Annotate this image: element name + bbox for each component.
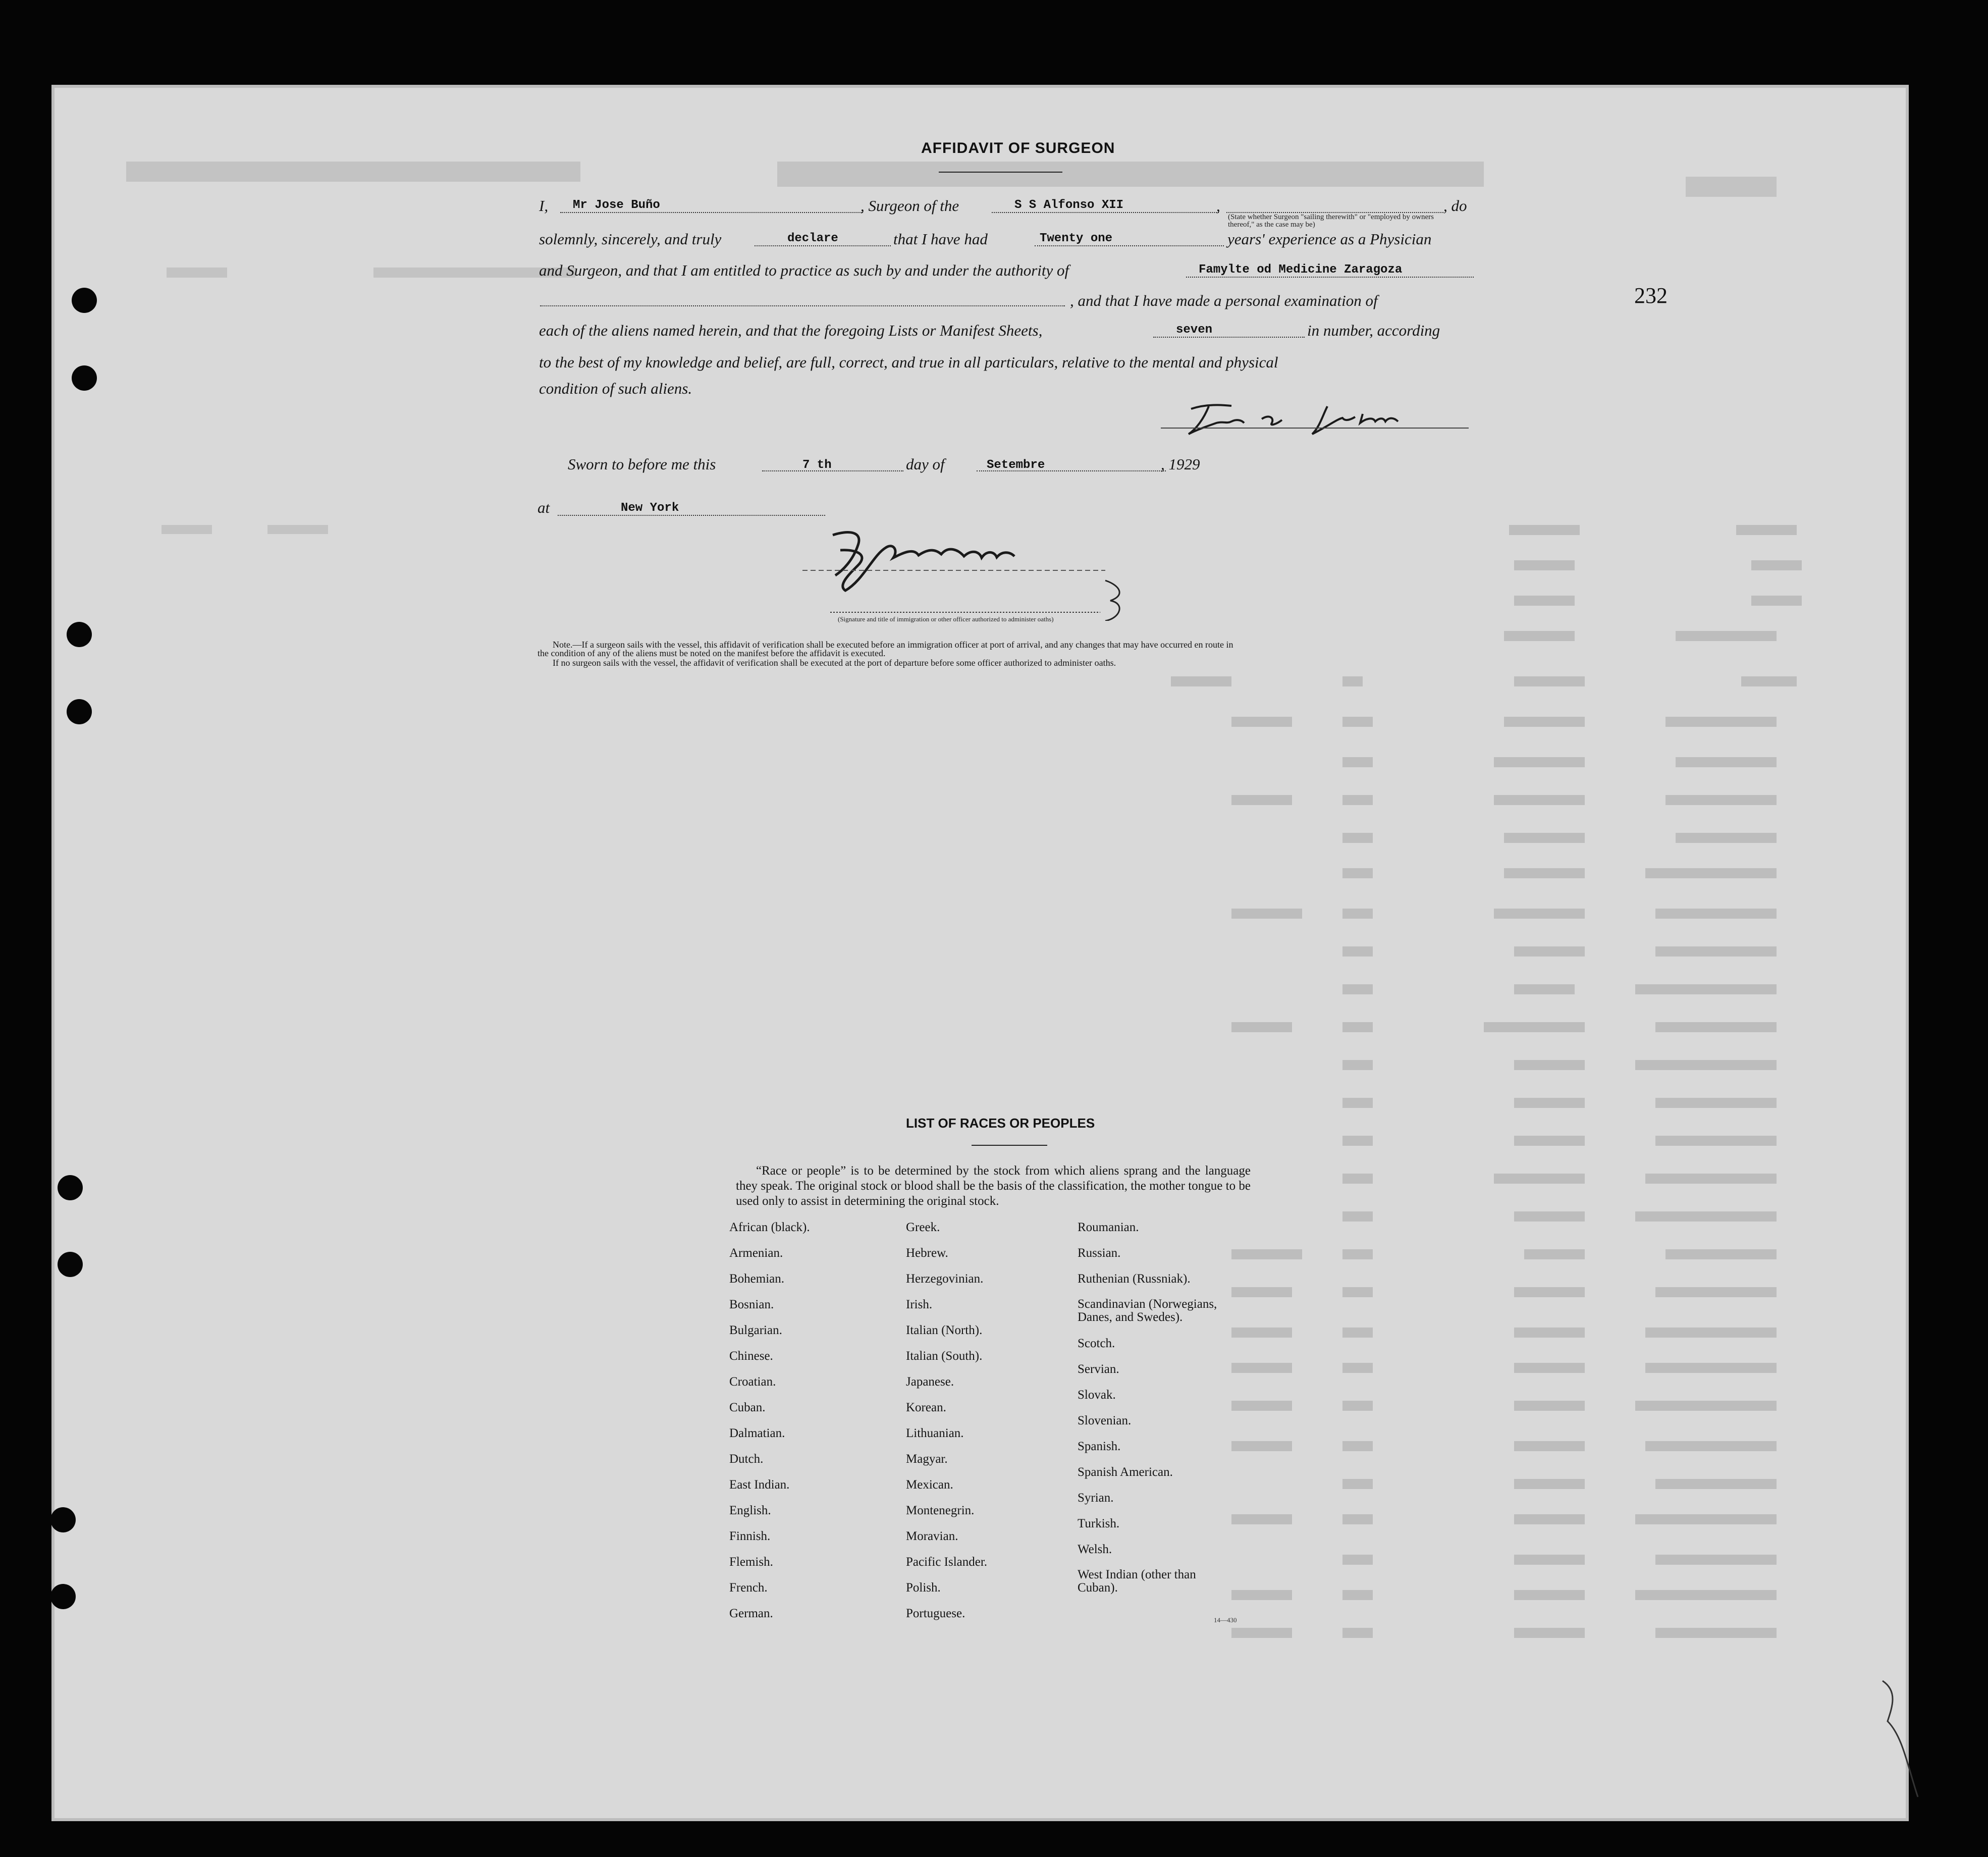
race-item: Irish. <box>906 1298 933 1311</box>
officer-caption: (Signature and title of immigration or other officer authorized to administer oaths) <box>838 615 1054 623</box>
officer-signature <box>797 520 1141 621</box>
race-item: Italian (North). <box>906 1323 983 1337</box>
race-item: Moravian. <box>906 1529 958 1543</box>
race-item: Spanish. <box>1078 1440 1121 1453</box>
line-2a: solemnly, sincerely, and truly <box>539 230 722 248</box>
note-line-3: If no surgeon sails with the vessel, the affidavit of verification shall be executed at the port of departure before some officer authorized to administer oaths. <box>553 658 1116 668</box>
surgeon-name-line <box>560 212 863 213</box>
race-item: Armenian. <box>729 1246 783 1260</box>
race-item: Korean. <box>906 1401 946 1414</box>
race-item: Herzegovinian. <box>906 1272 984 1286</box>
race-item: Portuguese. <box>906 1607 965 1620</box>
line-5a: each of the aliens named herein, and that the foregoing Lists or Manifest Sheets, <box>539 322 1043 339</box>
race-item: Magyar. <box>906 1452 948 1466</box>
sheets-line <box>1153 337 1305 338</box>
race-item: Dalmatian. <box>729 1426 785 1440</box>
day: 7 th <box>802 458 832 472</box>
vessel-line <box>992 212 1219 213</box>
race-item: Finnish. <box>729 1529 771 1543</box>
race-item: Scotch. <box>1078 1337 1115 1350</box>
race-item: Lithuanian. <box>906 1426 964 1440</box>
race-item: Japanese. <box>906 1375 954 1389</box>
comma: , <box>1216 197 1220 215</box>
race-item: Spanish American. <box>1078 1465 1173 1479</box>
binder-hole <box>72 365 97 391</box>
place-line <box>558 515 825 516</box>
race-item: Turkish. <box>1078 1517 1120 1530</box>
races-intro: “Race or people” is to be determined by the stock from which aliens sprang and the language they speak. The original stock or blood shall be the basis of the classification, the mother tongue to be used only to assist in determining the original stock. <box>736 1164 1251 1208</box>
race-item: Flemish. <box>729 1555 773 1569</box>
verb-line <box>755 245 891 246</box>
race-item: Welsh. <box>1078 1543 1112 1556</box>
race-item: West Indian (other than Cuban). <box>1078 1568 1196 1595</box>
vessel-note: (State whether Surgeon "sailing therewith" or "employed by owners thereof," as the case may be) <box>1228 213 1434 229</box>
race-item: Pacific Islander. <box>906 1555 988 1569</box>
sworn-label: Sworn to before me this <box>568 455 716 473</box>
line-5b: in number, according <box>1307 322 1440 339</box>
binder-hole <box>50 1584 76 1609</box>
race-item: Montenegrin. <box>906 1504 975 1517</box>
line-7: condition of such aliens. <box>539 380 692 397</box>
bleed-through-texture <box>121 151 1888 1666</box>
binder-hole <box>58 1252 83 1277</box>
day-line <box>762 470 903 471</box>
race-item: Cuban. <box>729 1401 766 1414</box>
race-item: Polish. <box>906 1581 941 1595</box>
line-2b: that I have had <box>893 230 988 248</box>
affidavit-i-label: I, <box>539 197 549 215</box>
line-2c: years' experience as a Physician <box>1227 230 1432 248</box>
binder-hole <box>67 699 92 724</box>
race-item: English. <box>729 1504 771 1517</box>
race-item: Bosnian. <box>729 1298 774 1311</box>
day-of-label: day of <box>906 455 945 473</box>
race-item: Russian. <box>1078 1246 1121 1260</box>
race-item: Greek. <box>906 1221 940 1234</box>
race-item: African (black). <box>729 1221 810 1234</box>
sheets: seven <box>1176 323 1213 337</box>
binder-hole <box>72 288 97 313</box>
surgeon-name: Mr Jose Buño <box>573 198 660 212</box>
race-item: French. <box>729 1581 768 1595</box>
binder-hole <box>58 1175 83 1200</box>
race-item: Ruthenian (Russniak). <box>1078 1272 1191 1286</box>
race-item: Scandinavian (Norwegians, Danes, and Swedes). <box>1078 1297 1217 1324</box>
race-item: Italian (South). <box>906 1349 983 1363</box>
race-item: East Indian. <box>729 1478 790 1492</box>
at-label: at <box>538 499 550 516</box>
binder-hole <box>50 1507 76 1532</box>
races-column-3 <box>1078 1221 1249 1599</box>
authority: Famylte od Medicine Zaragoza <box>1199 263 1403 277</box>
verb: declare <box>787 232 838 245</box>
races-column-2 <box>906 1221 987 1632</box>
line-6: to the best of my knowledge and belief, are full, correct, and true in all particulars, relative to the mental and physical <box>539 353 1278 371</box>
authority-line <box>1186 277 1474 278</box>
race-item: Mexican. <box>906 1478 953 1492</box>
pencil-marks <box>1867 1676 1928 1807</box>
races-title-underline <box>972 1145 1047 1146</box>
surgeon-of-label: , Surgeon of the <box>861 197 959 215</box>
line-3: and Surgeon, and that I am entitled to practice as such by and under the authority of <box>539 261 1069 279</box>
year: , 1929 <box>1161 455 1200 473</box>
note-line-1: Note.—If a surgeon sails with the vessel, this affidavit of verification shall be executed before an immigration officer at port of arrival, and any changes that may have occurred en route in <box>553 640 1233 650</box>
race-item: Hebrew. <box>906 1246 948 1260</box>
line-4: , and that I have made a personal examination of <box>1070 292 1378 309</box>
race-item: Slovak. <box>1078 1388 1116 1402</box>
form-number: 14—430 <box>1214 1616 1237 1624</box>
affidavit-title: AFFIDAVIT OF SURGEON <box>921 140 1115 156</box>
race-item: Roumanian. <box>1078 1221 1139 1234</box>
vessel-name: S S Alfonso XII <box>1014 198 1124 212</box>
binder-hole <box>67 622 92 647</box>
do-label: , do <box>1443 197 1467 215</box>
races-column-1 <box>729 1221 810 1632</box>
month: Setembre <box>987 458 1045 472</box>
race-item: Dutch. <box>729 1452 764 1466</box>
race-item: Croatian. <box>729 1375 776 1389</box>
race-item: Syrian. <box>1078 1491 1114 1505</box>
years: Twenty one <box>1040 232 1113 245</box>
race-item: Bohemian. <box>729 1272 785 1286</box>
note-line-2: the condition of any of the aliens must be noted on the manifest before the affidavit is executed. <box>538 648 886 658</box>
page-number: 232 <box>1634 283 1668 308</box>
years-line <box>1035 245 1224 246</box>
race-item: Chinese. <box>729 1349 773 1363</box>
place: New York <box>621 501 679 515</box>
race-item: Bulgarian. <box>729 1323 782 1337</box>
title-underline <box>939 172 1062 173</box>
authority-line-2 <box>540 305 1065 306</box>
surgeon-signature <box>1161 399 1474 439</box>
race-item: German. <box>729 1607 773 1620</box>
races-title: LIST OF RACES OR PEOPLES <box>906 1116 1095 1131</box>
race-item: Slovenian. <box>1078 1414 1132 1427</box>
race-item: Servian. <box>1078 1362 1119 1376</box>
